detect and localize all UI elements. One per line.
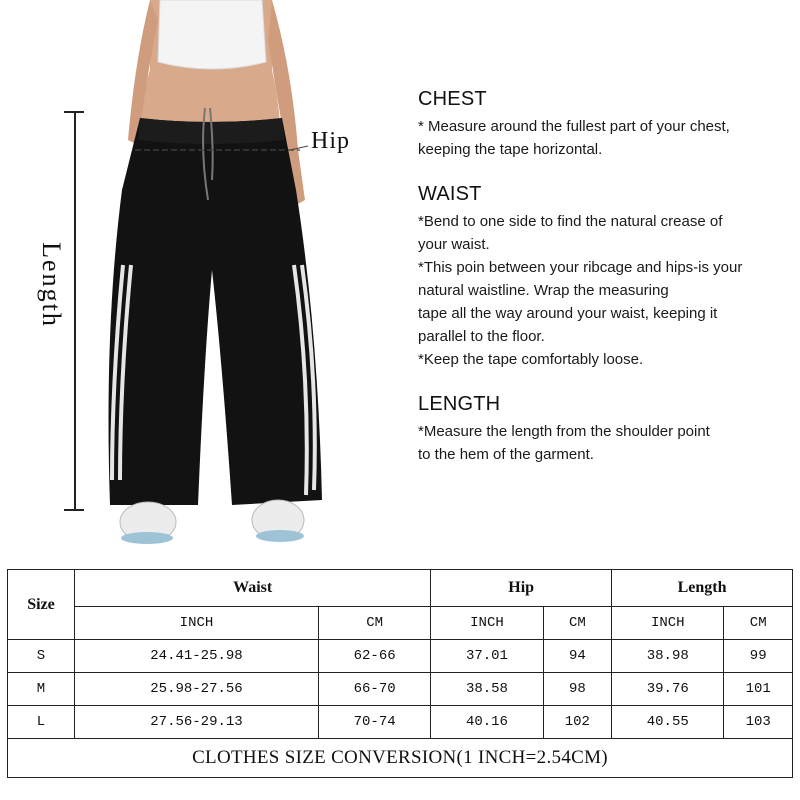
hip-inch-cell: 40.16 xyxy=(431,706,543,739)
guide-section-chest xyxy=(418,88,790,161)
table-footer-row xyxy=(8,739,793,778)
guide-section-length xyxy=(418,393,790,466)
crop-top xyxy=(158,0,266,69)
guide-line: *Keep the tape comfortably loose. xyxy=(418,351,644,368)
waist-cm-cell: 62-66 xyxy=(318,640,430,673)
hip-inch-cell: 37.01 xyxy=(431,640,543,673)
guide-line: * Measure around the fullest part of your chest, xyxy=(418,118,730,135)
unit-header: CM xyxy=(543,607,611,640)
hip-inch-cell: 38.58 xyxy=(431,673,543,706)
unit-header: INCH xyxy=(431,607,543,640)
unit-header: INCH xyxy=(75,607,319,640)
size-cell: L xyxy=(8,706,75,739)
guide-line: your waist. xyxy=(418,236,490,253)
guide-line: keeping the tape horizontal. xyxy=(418,141,603,158)
guide-section-waist xyxy=(418,183,790,371)
unit-header: INCH xyxy=(612,607,724,640)
length-inch-cell: 39.76 xyxy=(612,673,724,706)
unit-header: CM xyxy=(724,607,793,640)
waist-cm-cell: 70-74 xyxy=(318,706,430,739)
waist-inch-cell: 24.41-25.98 xyxy=(75,640,319,673)
length-inch-cell: 38.98 xyxy=(612,640,724,673)
guide-line: *This poin between your ribcage and hips-is your xyxy=(418,259,743,276)
unit-header: CM xyxy=(318,607,430,640)
guide-line: natural waistline. Wrap the measuring xyxy=(418,282,669,299)
guide-line: parallel to the floor. xyxy=(418,328,545,345)
hip-cm-cell: 98 xyxy=(543,673,611,706)
size-header: Size xyxy=(8,570,75,640)
guide-heading: LENGTH xyxy=(418,393,501,415)
length-cm-cell: 103 xyxy=(724,706,793,739)
length-cm-cell: 101 xyxy=(724,673,793,706)
size-cell: M xyxy=(8,673,75,706)
length-cm-cell: 99 xyxy=(724,640,793,673)
table-unit-row xyxy=(8,607,793,640)
guide-line: to the hem of the garment. xyxy=(418,446,594,463)
group-header-hip: Hip xyxy=(431,570,612,607)
guide-line: tape all the way around your waist, keeping it xyxy=(418,305,718,322)
size-cell: S xyxy=(8,640,75,673)
table-row xyxy=(8,640,793,673)
measurement-guide xyxy=(418,84,790,488)
guide-heading: WAIST xyxy=(418,183,482,205)
table-header-row xyxy=(8,570,793,607)
guide-line: *Bend to one side to find the natural crease of xyxy=(418,213,723,230)
length-inch-cell: 40.55 xyxy=(612,706,724,739)
hip-label: Hip xyxy=(311,128,350,154)
waist-cm-cell: 66-70 xyxy=(318,673,430,706)
guide-line: *Measure the length from the shoulder point xyxy=(418,423,710,440)
conversion-footer: CLOTHES SIZE CONVERSION(1 INCH=2.54CM) xyxy=(8,739,793,778)
pants xyxy=(109,118,323,505)
table-row xyxy=(8,673,793,706)
size-chart-table xyxy=(7,569,793,778)
length-label: Length xyxy=(37,242,66,328)
waist-inch-cell: 25.98-27.56 xyxy=(75,673,319,706)
group-header-length: Length xyxy=(612,570,793,607)
right-sole xyxy=(256,530,304,542)
left-sole xyxy=(121,532,173,544)
waist-inch-cell: 27.56-29.13 xyxy=(75,706,319,739)
hip-cm-cell: 102 xyxy=(543,706,611,739)
group-header-waist: Waist xyxy=(75,570,431,607)
guide-heading: CHEST xyxy=(418,88,487,110)
hip-cm-cell: 94 xyxy=(543,640,611,673)
table-row xyxy=(8,706,793,739)
